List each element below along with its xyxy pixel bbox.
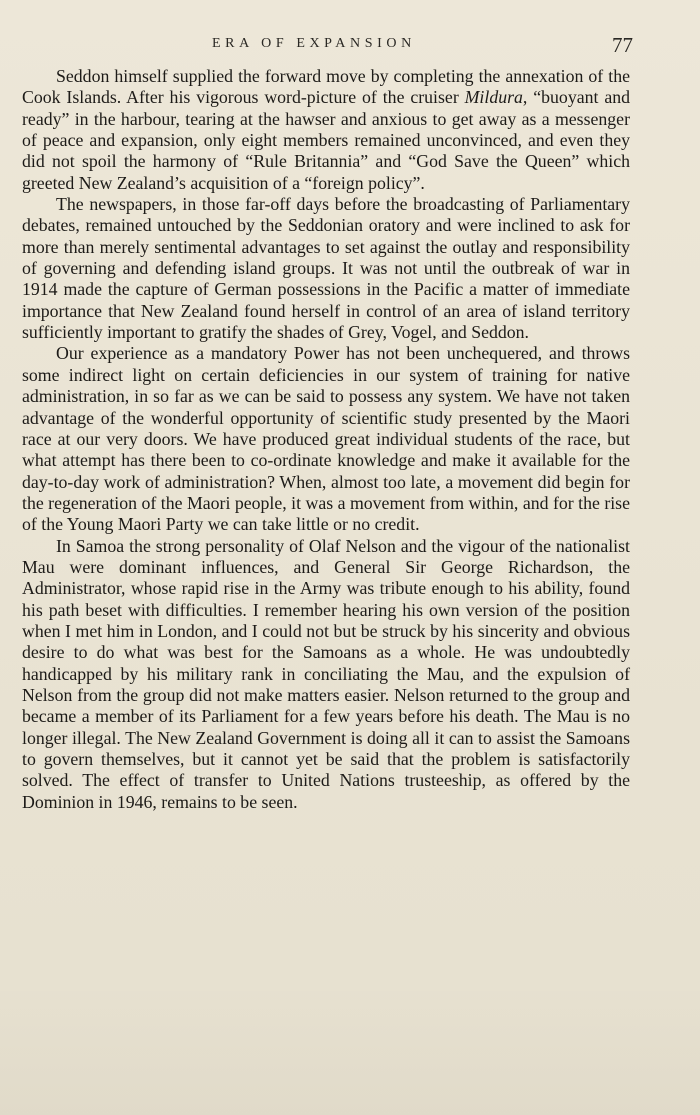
running-head: [0, 33, 700, 58]
body-text: [22, 66, 630, 813]
page-number: 77: [612, 33, 633, 57]
paragraph-2: The newspapers, in those far-off days before the broadcasting of Parliamentary debates, remained untouched by the Seddonian oratory and were inclined to ask for more than merely sentimental advantages to set against the outlay and responsibility of governing and defending island groups. It was not until the outbreak of war in 1914 made the capture of German possessions in the Pacific a matter of immediate importance that New Zealand found herself in control of an area of island territory sufficiently important to gratify the shades of Grey, Vogel, and Seddon.: [22, 194, 630, 343]
page-shading: [0, 985, 700, 1115]
ship-name: Mildura: [464, 87, 523, 108]
paragraph-4: In Samoa the strong personality of Olaf Nelson and the vigour of the nationalist Mau were dominant influences, and General Sir George Richardson, the Administrator, whose rapid rise in the Army was tribute enough to his ability, found his path beset with difficulties. I remember hearing his own version of the position when I met him in London, and I could not but be struck by his sincerity and obvious desire to do what was best for the Samoans as a whole. He was undoubtedly handicapped by his military rank in conciliating the Mau, and the expulsion of Nelson from the group did not make matters easier. Nelson returned to the group and became a member of its Parliament for a few years before his death. The Mau is no longer illegal. The New Zealand Government is doing all it can to assist the Samoans to govern themselves, but it cannot yet be said that the problem is satisfactorily solved. The effect of transfer to United Nations trusteeship, as offered by the Dominion in 1946, remains to be seen.: [22, 535, 630, 812]
paragraph-1: Seddon himself supplied the forward move by completing the annexation of the Cook Islands. After his vigorous word-picture of the cruiser Mildura, “buoyant and ready” in the harbour, tearing at the hawser and anxious to get away as a messenger of peace and expansion, only eight members remained unconvinced, and even they did not spoil the harmony of “Rule Britannia” and “God Save the Queen” which greeted New Zealand’s acquisition of a “foreign policy”.: [22, 66, 630, 193]
running-title: ERA OF EXPANSION: [212, 36, 416, 51]
paragraph-3: Our experience as a mandatory Power has not been unchequered, and throws some indirect light on certain deficiencies in our system of training for native administration, in so far as we can be said to possess any system. We have not taken advantage of the wonderful opportunity of scientific study presented by the Maori race at our very doors. We have produced great individual students of the race, but what attempt has there been to co-ordinate knowledge and make it available for the day-to-day work of administration? When, almost too late, a movement did begin for the regeneration of the Maori people, it was a movement from within, and for the rise of the Young Maori Party we can take little or no credit.: [22, 343, 630, 535]
